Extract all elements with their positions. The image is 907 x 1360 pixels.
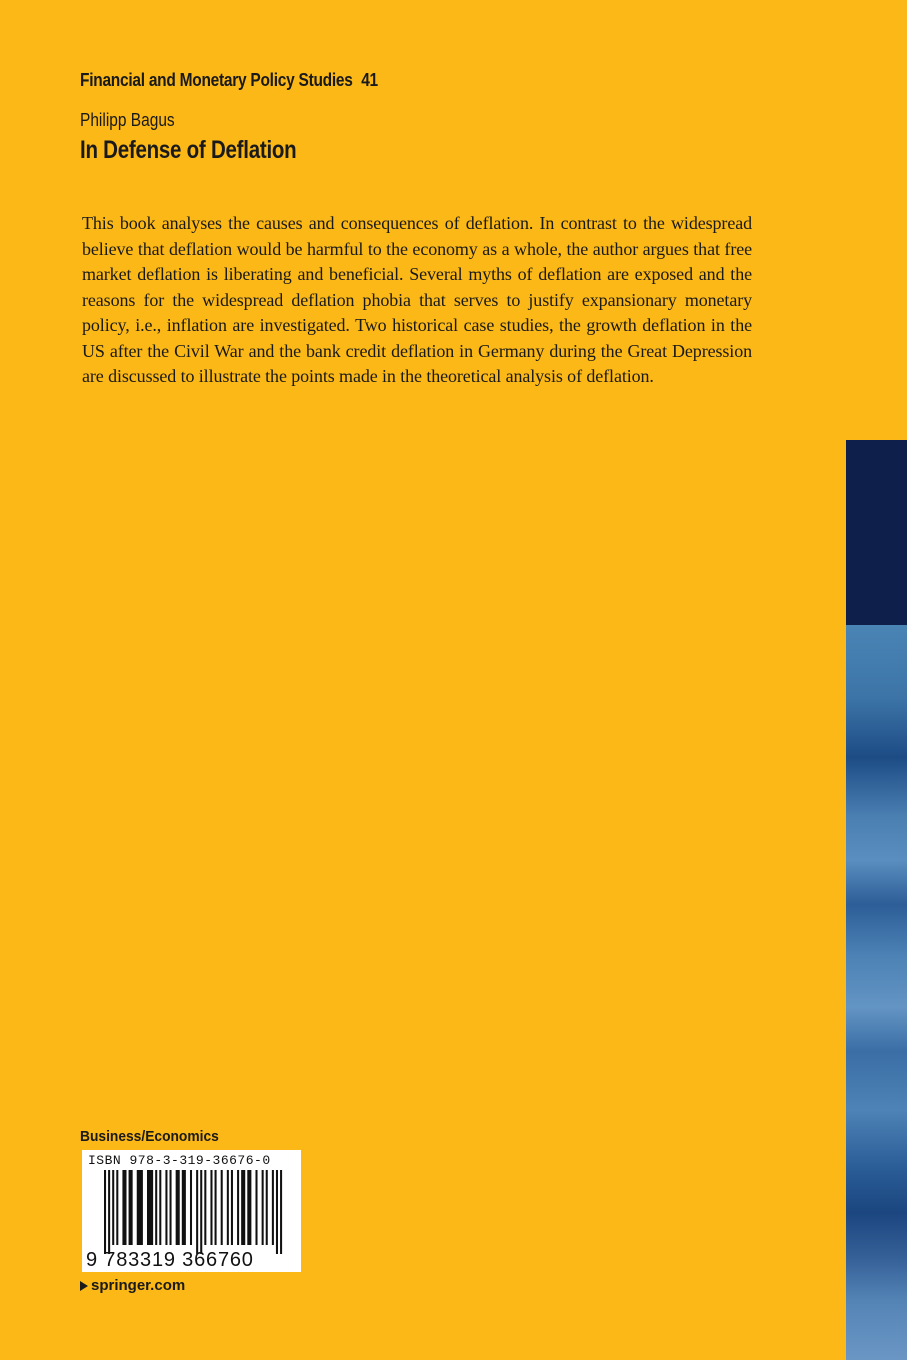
barcode-bar bbox=[266, 1170, 268, 1245]
barcode-bar bbox=[122, 1170, 126, 1245]
isbn-label: ISBN 978-3-319-36676-0 bbox=[88, 1153, 271, 1168]
barcode-bar bbox=[241, 1170, 245, 1245]
barcode-guard-bar bbox=[108, 1170, 110, 1254]
barcode-bar bbox=[215, 1170, 217, 1245]
arrow-right-icon bbox=[80, 1281, 88, 1291]
subject-category: Business/Economics bbox=[80, 1128, 219, 1145]
barcode-bar bbox=[190, 1170, 192, 1245]
barcode-guard-bar bbox=[280, 1170, 282, 1254]
barcode-guard-bar bbox=[196, 1170, 198, 1254]
barcode-bar bbox=[221, 1170, 223, 1245]
spine-dark-band bbox=[846, 440, 907, 625]
barcode-bar bbox=[112, 1170, 114, 1245]
barcode-guard-bar bbox=[276, 1170, 278, 1254]
book-abstract: This book analyses the causes and consequences of deflation. In contrast to the widespread believe that deflation would be harmful to the economy as a whole, the author argues that free market deflation is liberating and beneficial. Several myths of deflation are exposed and the reasons for the widespread deflation phobia that serves to justify expansionary monetary policy, i.e., inflation are investigated. Two historical case studies, the growth deflation in the US after the Civil War and the bank credit deflation in Germany during the Great Depression are discussed to illustrate the points made in the theoretical analysis of deflation. bbox=[82, 213, 752, 386]
ean-digits: 9 783319 366760 bbox=[86, 1249, 254, 1271]
barcode-guard-bar bbox=[200, 1170, 202, 1254]
barcode-bar bbox=[204, 1170, 206, 1245]
barcode-bar bbox=[176, 1170, 180, 1245]
barcode-bar bbox=[247, 1170, 251, 1245]
spine-blue-band bbox=[846, 625, 907, 1360]
barcode-bar bbox=[210, 1170, 212, 1245]
barcode-bar bbox=[262, 1170, 264, 1245]
barcode-bar bbox=[231, 1170, 233, 1245]
barcode-bar bbox=[116, 1170, 118, 1245]
publisher-website-link[interactable] bbox=[80, 1277, 185, 1294]
barcode-bar bbox=[165, 1170, 167, 1245]
barcode-bar bbox=[227, 1170, 229, 1245]
barcode-bar bbox=[237, 1170, 239, 1245]
barcode-bar bbox=[159, 1170, 161, 1245]
website-label: springer.com bbox=[91, 1277, 186, 1294]
barcode-bar bbox=[155, 1170, 157, 1245]
isbn-barcode bbox=[82, 1150, 301, 1272]
barcode-bar bbox=[129, 1170, 133, 1245]
series-title bbox=[80, 70, 378, 91]
barcode-bar bbox=[182, 1170, 186, 1245]
series-number: 41 bbox=[361, 70, 378, 90]
author-name: Philipp Bagus bbox=[80, 110, 175, 130]
barcode-bar bbox=[170, 1170, 172, 1245]
series-name: Financial and Monetary Policy Studies bbox=[80, 70, 353, 90]
barcode-bar bbox=[147, 1170, 153, 1245]
barcode-bar bbox=[255, 1170, 257, 1245]
barcode-bar bbox=[272, 1170, 274, 1245]
barcode-guard-bar bbox=[104, 1170, 106, 1254]
book-title: In Defense of Deflation bbox=[80, 136, 297, 164]
barcode-bar bbox=[137, 1170, 143, 1245]
